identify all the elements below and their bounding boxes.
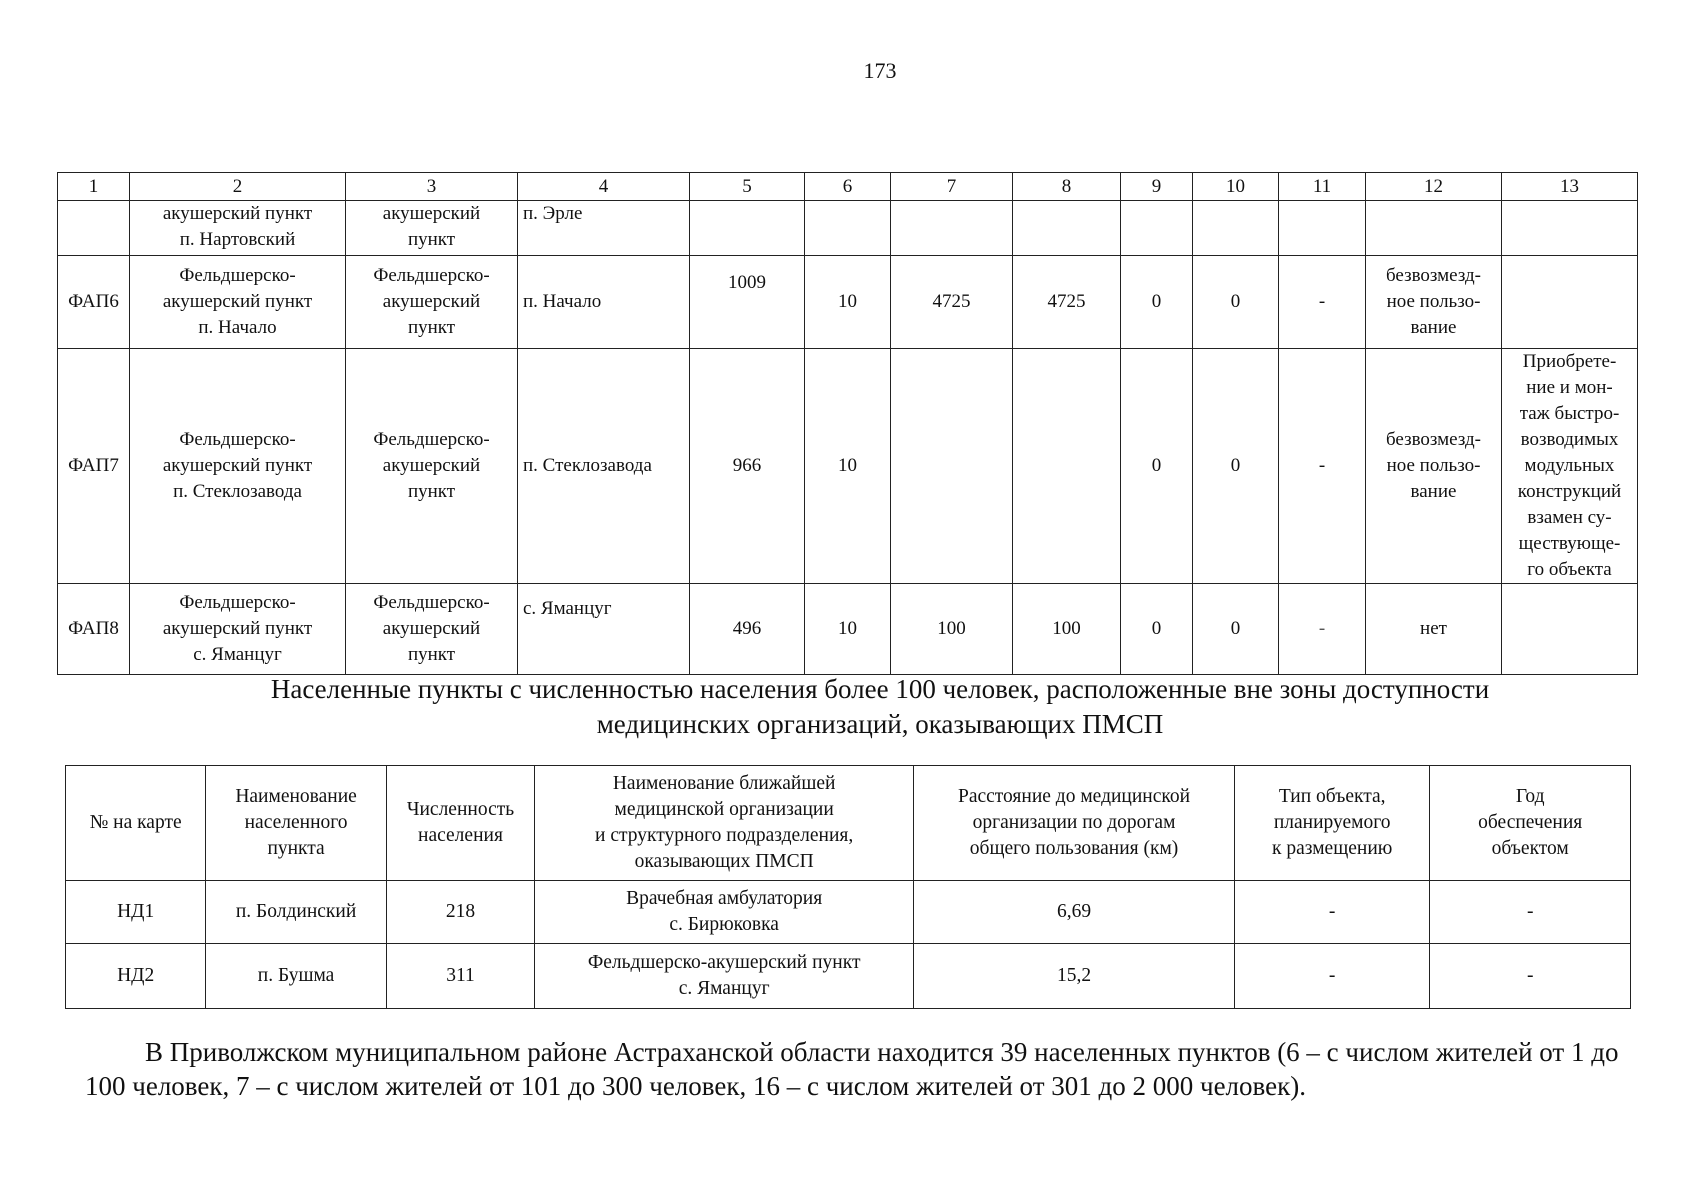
- cell-object-type: -: [1234, 944, 1429, 1009]
- cell-usage-terms: нет: [1366, 584, 1502, 675]
- settlements-table: [65, 765, 1631, 1009]
- header-distance: Расстояние до медицинской организации по дорогам общего пользования (км): [914, 766, 1235, 881]
- header-map-number: № на карте: [66, 766, 206, 881]
- cell: [1502, 256, 1638, 349]
- cell-facility-name: Фельдшерско- акушерский пункт п. Стеклозавода: [130, 349, 346, 584]
- cell-year: -: [1430, 881, 1631, 944]
- cell: [1013, 201, 1121, 256]
- cell-code: ФАП6: [58, 256, 130, 349]
- col-number: 10: [1193, 173, 1279, 201]
- cell-locality: п. Эрле: [518, 201, 690, 256]
- cell-facility-type: Фельдшерско- акушерский пункт: [346, 349, 518, 584]
- cell: [805, 201, 891, 256]
- page-number: 173: [863, 58, 897, 83]
- cell-map-number: НД2: [66, 944, 206, 1009]
- cell-year: -: [1430, 944, 1631, 1009]
- cell-object-type: -: [1234, 881, 1429, 944]
- col-number: 3: [346, 173, 518, 201]
- col-number: 13: [1502, 173, 1638, 201]
- header-settlement-name: Наименование населенного пункта: [206, 766, 386, 881]
- table-row: [58, 201, 1638, 256]
- cell: 10: [805, 349, 891, 584]
- cell: 0: [1193, 584, 1279, 675]
- cell: [1121, 201, 1193, 256]
- cell: 100: [891, 584, 1013, 675]
- cell-usage-terms: безвозмезд- ное пользо- вание: [1366, 256, 1502, 349]
- cell: -: [1279, 349, 1366, 584]
- table-row: [58, 256, 1638, 349]
- header-population: Численность населения: [386, 766, 534, 881]
- col-number: 7: [891, 173, 1013, 201]
- header-year: Год обеспечения объектом: [1430, 766, 1631, 881]
- cell-locality: п. Стеклозавода: [518, 349, 690, 584]
- cell-facility-name: Фельдшерско- акушерский пункт п. Начало: [130, 256, 346, 349]
- table-row: [58, 349, 1638, 584]
- cell-code: ФАП8: [58, 584, 130, 675]
- col-number: 1: [58, 173, 130, 201]
- cell: 1009: [690, 256, 805, 349]
- cell: [891, 349, 1013, 584]
- cell-settlement-name: п. Бушма: [206, 944, 386, 1009]
- col-number: 9: [1121, 173, 1193, 201]
- cell: [690, 201, 805, 256]
- cell: 0: [1193, 349, 1279, 584]
- cell: [891, 201, 1013, 256]
- cell-facility-name: акушерский пункт п. Нартовский: [130, 201, 346, 256]
- cell: [1502, 201, 1638, 256]
- cell-locality: с. Яманцуг: [518, 584, 690, 675]
- col-number: 4: [518, 173, 690, 201]
- cell: 0: [1121, 584, 1193, 675]
- cell-nearest-org: Врачебная амбулатория с. Бирюковка: [535, 881, 914, 944]
- body-paragraph: В Приволжском муниципальном районе Астраханской области находится 39 населенных пунктов (6 – с числом жителей от 1 до 100 человек, 7 – с числом жителей от 101 до 300 человек, 16 – с числом жителей от 301 до 2 000 человек).: [85, 1037, 1619, 1101]
- cell-facility-type: Фельдшерско- акушерский пункт: [346, 584, 518, 675]
- cell: 10: [805, 584, 891, 675]
- cell: -: [1279, 256, 1366, 349]
- cell-locality: п. Начало: [518, 256, 690, 349]
- header-row: [66, 766, 1631, 881]
- cell-code: ФАП7: [58, 349, 130, 584]
- facilities-table: [57, 172, 1638, 675]
- cell-nearest-org: Фельдшерско-акушерский пункт с. Яманцуг: [535, 944, 914, 1009]
- col-number: 6: [805, 173, 891, 201]
- col-number: 5: [690, 173, 805, 201]
- table-row: [66, 881, 1631, 944]
- column-number-row: [58, 173, 1638, 201]
- table-row: [66, 944, 1631, 1009]
- cell-distance: 15,2: [914, 944, 1235, 1009]
- cell-settlement-name: п. Болдинский: [206, 881, 386, 944]
- cell: 966: [690, 349, 805, 584]
- cell: 100: [1013, 584, 1121, 675]
- cell: 0: [1121, 349, 1193, 584]
- cell: [1193, 201, 1279, 256]
- cell-notes: Приобрете- ние и мон- таж быстро- возводимых модульных конструкций взамен су- ществующе- го объекта: [1502, 349, 1638, 584]
- cell: 10: [805, 256, 891, 349]
- cell-distance: 6,69: [914, 881, 1235, 944]
- col-number: 8: [1013, 173, 1121, 201]
- cell: 496: [690, 584, 805, 675]
- header-nearest-org: Наименование ближайшей медицинской организации и структурного подразделения, оказывающих ПМСП: [535, 766, 914, 881]
- header-object-type: Тип объекта, планируемого к размещению: [1234, 766, 1429, 881]
- cell: 4725: [1013, 256, 1121, 349]
- cell-map-number: НД1: [66, 881, 206, 944]
- cell: 0: [1121, 256, 1193, 349]
- col-number: 11: [1279, 173, 1366, 201]
- cell-facility-type: акушерский пункт: [346, 201, 518, 256]
- cell-population: 218: [386, 881, 534, 944]
- cell-facility-name: Фельдшерско- акушерский пункт с. Яманцуг: [130, 584, 346, 675]
- cell: [1013, 349, 1121, 584]
- section-heading: Населенные пункты с численностью населения более 100 человек, расположенные вне зоны доступности медицинских организаций, оказывающих ПМСП: [270, 674, 1490, 739]
- col-number: 12: [1366, 173, 1502, 201]
- cell: -: [1279, 584, 1366, 675]
- col-number: 2: [130, 173, 346, 201]
- cell-population: 311: [386, 944, 534, 1009]
- table-row: [58, 584, 1638, 675]
- cell: 4725: [891, 256, 1013, 349]
- cell: [1279, 201, 1366, 256]
- cell: [1502, 584, 1638, 675]
- cell-facility-type: Фельдшерско- акушерский пункт: [346, 256, 518, 349]
- cell: 0: [1193, 256, 1279, 349]
- cell: [1366, 201, 1502, 256]
- cell-code: [58, 201, 130, 256]
- cell-usage-terms: безвозмезд- ное пользо- вание: [1366, 349, 1502, 584]
